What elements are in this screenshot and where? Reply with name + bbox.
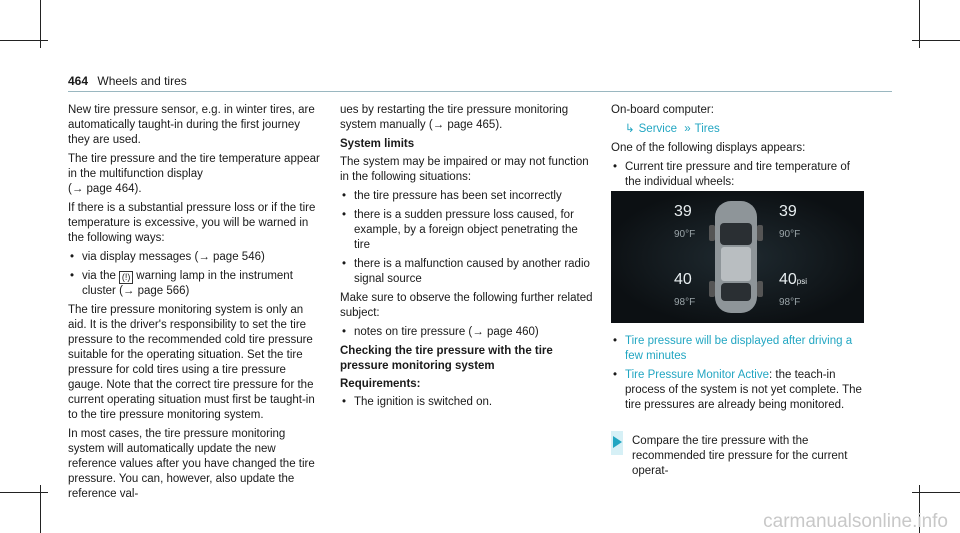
- crop-mark: [912, 492, 960, 493]
- menu-item-tires[interactable]: Tires: [694, 123, 720, 135]
- column-3-lower: [611, 334, 867, 417]
- crop-mark: [0, 40, 48, 41]
- crop-mark: [912, 40, 960, 41]
- paragraph: In most cases, the tire pressure monitoring system will automatically update the new reference values after you have changed the tire pressure. You can, however, also update the reference val-: [68, 428, 315, 500]
- paragraph: On-board computer:: [611, 104, 714, 116]
- rear-right-pressure: 40psi: [779, 271, 808, 288]
- paragraph: ues by restarting the tire pressure monitoring system manually (→ page 465).: [340, 104, 569, 131]
- heading-requirements: Requirements:: [340, 378, 421, 390]
- crop-mark: [0, 492, 48, 493]
- header-rule: [68, 91, 892, 92]
- front-left-pressure: 39: [674, 203, 692, 220]
- list-item: • via the (!) warning lamp in the instrument cluster (→ page 566): [70, 270, 293, 297]
- rear-left-pressure: 40: [674, 271, 692, 288]
- heading-system-limits: System limits: [340, 138, 415, 150]
- page-number: 464: [68, 74, 89, 88]
- return-arrow-icon: ↳: [625, 123, 635, 135]
- paragraph: New tire pressure sensor, e.g. in winter tires, are automatically taught-in during the first journey they are used.: [68, 104, 315, 146]
- list-item: • there is a sudden pressure loss caused, for example, by a foreign object penetrating the tire: [342, 209, 578, 251]
- heading-checking: Checking the tire pressure with the tire pressure monitoring system: [340, 345, 553, 372]
- front-left-temp: 90°F: [674, 229, 696, 240]
- tire-warning-icon: (!): [119, 271, 133, 284]
- instruction-step: Compare the tire pressure with the recommended tire pressure for the current operat-: [632, 435, 848, 477]
- list-item: • Current tire pressure and tire temperature of the individual wheels:: [613, 161, 850, 188]
- page-ref[interactable]: (→ page 464).: [68, 183, 142, 195]
- tire-pressure-display: [611, 191, 864, 323]
- menu-item-service[interactable]: Service: [638, 123, 677, 135]
- front-right-pressure: 39: [779, 203, 797, 220]
- column-3: [611, 103, 867, 194]
- paragraph: The system may be impaired or may not function in the following situations:: [340, 156, 589, 183]
- rear-right-temp: 98°F: [779, 297, 801, 308]
- instruction-step-marker: [611, 431, 623, 455]
- paragraph: The tire pressure and the tire temperature appear in the multifunction display (→ page 464).: [68, 153, 320, 195]
- list-item: • the tire pressure has been set incorrectly: [342, 190, 562, 202]
- list-item: • Tire pressure will be displayed after driving a few minutes: [613, 335, 853, 362]
- psi-unit: psi: [796, 277, 808, 286]
- section-title: Wheels and tires: [97, 74, 187, 88]
- list-item: • there is a malfunction caused by another radio signal source: [342, 258, 590, 285]
- list-item: • notes on tire pressure (→ page 460): [342, 326, 539, 338]
- column-2: [340, 103, 596, 414]
- menu-path: [625, 122, 867, 137]
- paragraph: Make sure to observe the following further related subject:: [340, 292, 593, 319]
- list-item: • The ignition is switched on.: [342, 396, 493, 408]
- front-right-temp: 90°F: [779, 229, 801, 240]
- play-arrow-icon: [613, 436, 622, 448]
- car-top-view-icon: [709, 197, 763, 317]
- paragraph: The tire pressure monitoring system is only an aid. It is the driver's responsibility to set the tire pressure to the recommended cold tire pressure suitable for the operating situation. Set the tire pressure for cold tires using a tire pressure gauge. Note that the correct tire pressure for the current operating situation must first be taught-in to the tire pressure monitoring system.: [68, 304, 315, 421]
- list-item: • via display messages (→ page 546): [70, 251, 265, 263]
- column-1: [68, 103, 324, 506]
- list-item: • Tire Pressure Monitor Active: the teach-in process of the system is not yet complete. The tire pressures are already being monitored.: [613, 369, 862, 411]
- paragraph: One of the following displays appears:: [611, 142, 806, 154]
- double-chevron-icon: »: [684, 123, 691, 135]
- paragraph: If there is a substantial pressure loss or if the tire temperature is excessive, you will be warned in the following ways:: [68, 202, 316, 244]
- page-header: [68, 74, 187, 89]
- watermark: carmanualsonline.info: [763, 511, 948, 532]
- rear-left-temp: 98°F: [674, 297, 696, 308]
